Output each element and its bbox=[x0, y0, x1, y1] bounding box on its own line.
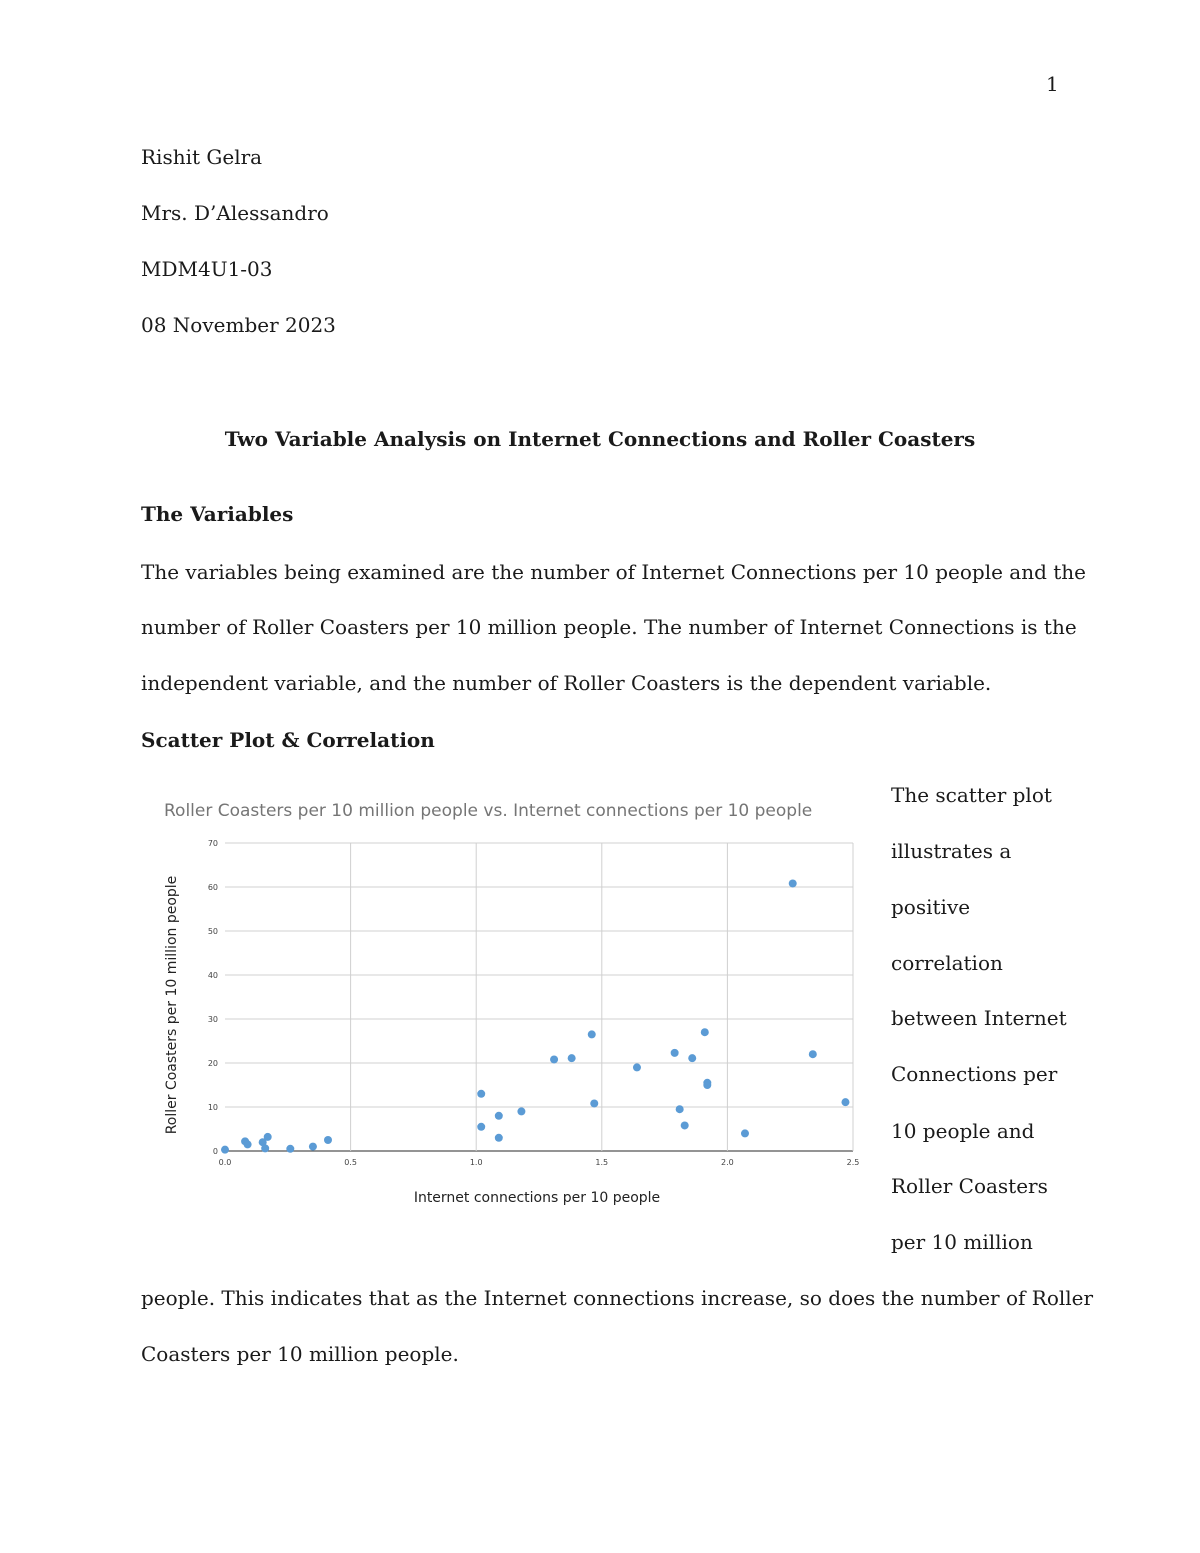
y-tick-label: 20 bbox=[207, 1059, 218, 1068]
data-point bbox=[495, 1134, 503, 1142]
y-axis-title: Roller Coasters per 10 million people bbox=[164, 875, 180, 1135]
data-point bbox=[703, 1081, 711, 1089]
variables-heading: The Variables bbox=[141, 502, 294, 526]
x-tick-label: 1.5 bbox=[595, 1158, 609, 1167]
data-point bbox=[688, 1054, 696, 1062]
side-paragraph-line: between Internet bbox=[891, 1006, 1067, 1030]
page-number: 1 bbox=[1046, 72, 1059, 96]
data-point bbox=[495, 1112, 503, 1120]
side-paragraph-line: The scatter plot bbox=[891, 783, 1052, 807]
scatter-heading: Scatter Plot & Correlation bbox=[141, 728, 435, 752]
paper-title: Two Variable Analysis on Internet Connections and Roller Coasters bbox=[224, 427, 976, 451]
side-paragraph-line: Roller Coasters bbox=[891, 1174, 1048, 1198]
conclusion-paragraph-line: Coasters per 10 million people. bbox=[141, 1342, 459, 1366]
data-point bbox=[633, 1063, 641, 1071]
data-point bbox=[221, 1146, 229, 1154]
x-tick-label: 2.5 bbox=[846, 1158, 860, 1167]
submission-date: 08 November 2023 bbox=[141, 313, 336, 337]
y-tick-label: 10 bbox=[207, 1103, 218, 1112]
author-name: Rishit Gelra bbox=[141, 145, 263, 169]
data-point bbox=[477, 1123, 485, 1131]
data-point bbox=[789, 879, 797, 887]
data-point bbox=[841, 1098, 849, 1106]
variables-paragraph-line: The variables being examined are the number of Internet Connections per 10 people and the bbox=[141, 560, 1086, 584]
data-point bbox=[286, 1145, 294, 1153]
data-point bbox=[809, 1050, 817, 1058]
x-tick-label: 0.5 bbox=[344, 1158, 357, 1167]
x-tick-label: 2.0 bbox=[721, 1158, 734, 1167]
data-point bbox=[568, 1054, 576, 1062]
variables-paragraph-line: number of Roller Coasters per 10 million people. The number of Internet Connections is the bbox=[141, 615, 1077, 639]
course-code: MDM4U1-03 bbox=[141, 257, 273, 281]
side-paragraph-line: Connections per bbox=[891, 1062, 1058, 1086]
data-point bbox=[309, 1143, 317, 1151]
variables-paragraph-line: independent variable, and the number of Roller Coasters is the dependent variable. bbox=[141, 671, 992, 695]
y-tick-label: 60 bbox=[207, 883, 218, 892]
data-point bbox=[588, 1030, 596, 1038]
data-point bbox=[671, 1049, 679, 1057]
side-paragraph-line: per 10 million bbox=[891, 1230, 1033, 1254]
data-point bbox=[550, 1055, 558, 1063]
side-paragraph-line: 10 people and bbox=[891, 1119, 1035, 1143]
data-point bbox=[741, 1129, 749, 1137]
x-tick-label: 0.0 bbox=[218, 1158, 232, 1167]
y-tick-label: 50 bbox=[207, 927, 218, 936]
chart-tick-labels bbox=[208, 839, 860, 1167]
data-point bbox=[244, 1140, 252, 1148]
y-tick-label: 0 bbox=[212, 1147, 218, 1156]
data-point bbox=[681, 1121, 689, 1129]
y-tick-label: 40 bbox=[207, 971, 218, 980]
y-tick-label: 70 bbox=[207, 839, 218, 848]
side-paragraph-line: illustrates a bbox=[891, 839, 1012, 863]
x-tick-label: 1.0 bbox=[469, 1158, 483, 1167]
chart-title: Roller Coasters per 10 million people vs. Internet connections per 10 people bbox=[164, 801, 813, 821]
scatter-chart bbox=[140, 790, 865, 1220]
chart-points bbox=[221, 879, 849, 1153]
data-point bbox=[324, 1136, 332, 1144]
data-point bbox=[701, 1028, 709, 1036]
data-point bbox=[517, 1107, 525, 1115]
side-paragraph-line: positive bbox=[891, 895, 971, 919]
data-point bbox=[590, 1099, 598, 1107]
teacher-name: Mrs. D’Alessandro bbox=[141, 201, 329, 225]
data-point bbox=[264, 1133, 272, 1141]
data-point bbox=[477, 1090, 485, 1098]
side-paragraph-line: correlation bbox=[891, 951, 1003, 975]
x-axis-title: Internet connections per 10 people bbox=[413, 1190, 661, 1206]
data-point bbox=[676, 1105, 684, 1113]
chart-gridlines bbox=[225, 843, 853, 1151]
conclusion-paragraph-line: people. This indicates that as the Internet connections increase, so does the number of Roller bbox=[141, 1286, 1094, 1310]
y-tick-label: 30 bbox=[207, 1015, 218, 1024]
data-point bbox=[261, 1144, 269, 1152]
